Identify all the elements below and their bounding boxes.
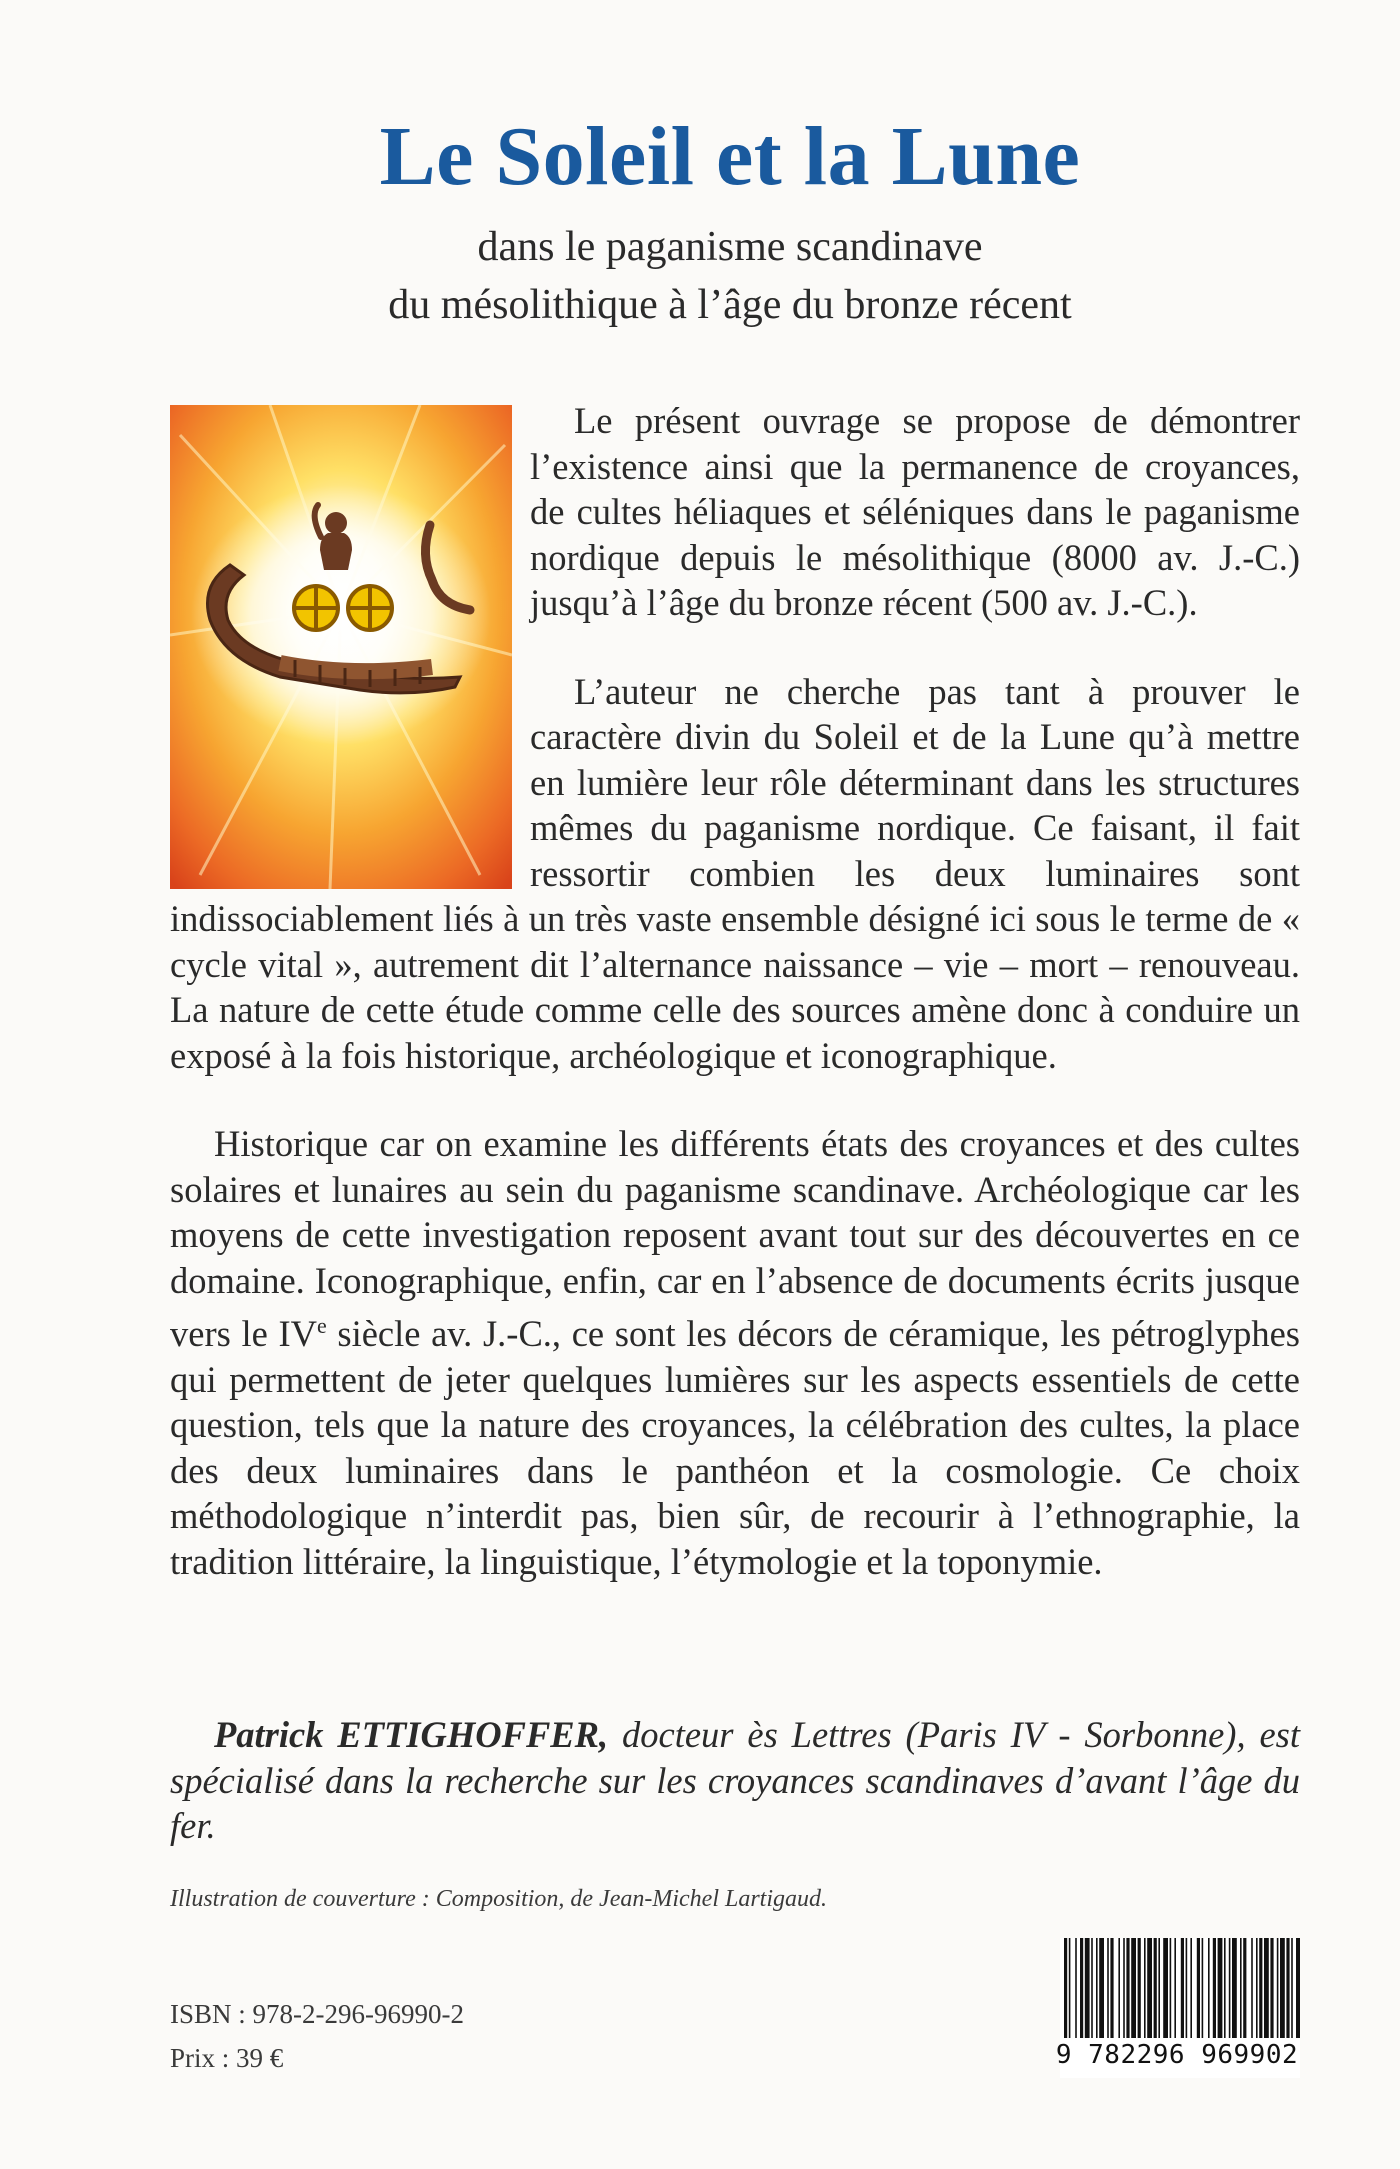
price: Prix : 39 € (170, 2043, 284, 2073)
barcode-bar (1190, 1938, 1192, 2038)
barcode-bar (1069, 1938, 1071, 2038)
barcode-bar (1243, 1938, 1246, 2038)
author-bio (170, 1712, 1300, 1849)
barcode-bar (1091, 1938, 1093, 2038)
barcode-bar (1277, 1938, 1279, 2038)
barcode-bar (1232, 1938, 1237, 2038)
barcode-bar (1107, 1938, 1109, 2038)
barcode-bar (1251, 1938, 1253, 2038)
barcode-bar (1147, 1938, 1152, 2038)
barcode-bar (1096, 1938, 1098, 2038)
barcode-bar (1286, 1938, 1289, 2038)
barcode-bar (1197, 1938, 1200, 2038)
barcode-bar (1181, 1938, 1184, 2038)
summary-text (170, 398, 1300, 1627)
barcode-bar (1118, 1938, 1120, 2038)
superscript-e: e (316, 1313, 327, 1338)
book-subtitle (0, 218, 1400, 334)
barcode-bar (1080, 1938, 1083, 2038)
barcode-bar (1075, 1938, 1077, 2038)
barcode-bar (1224, 1938, 1226, 2038)
barcode-bar (1213, 1938, 1216, 2038)
isbn: ISBN : 978-2-296-96990-2 (170, 1999, 464, 2029)
paragraph-3 (170, 1121, 1300, 1584)
barcode-bar (1064, 1938, 1067, 2038)
barcode-bar (1144, 1938, 1146, 2038)
image-wrap-spacer (170, 398, 530, 896)
barcode-bar (1131, 1938, 1136, 2038)
barcode-bar (1110, 1938, 1113, 2038)
illustration-credit: Illustration de couverture : Composition, de Jean-Michel Lartigaud. (170, 1886, 828, 1912)
subtitle-line-2: du mésolithique à l’âge du bronze récent (388, 282, 1072, 328)
paragraph-3-part-a: Historique car on examine les différents états des croyances et des cultes solaires et lunaires au sein du paganisme scandinave. Archéologique car les moyens de cette investigation reposent avant tout sur des découvertes en ce domaine. Iconographique, enfin, car en l’absence de documents écrits jusque vers le IV (170, 1123, 1300, 1355)
barcode-bar (1280, 1938, 1285, 2038)
paragraph-3-part-b: siècle av. J.-C., ce sont les décors de céramique, les pétroglyphes qui permettent de jeter quelques lumières sur les aspects essentiels de cette question, tels que la nature des croyances, la célébration des cultes, la place des deux luminaires dans le panthéon et la cosmologie. Ce choix méthodologique n’interdit pas, bien sûr, de recourir à l’ethnographie, la tradition littéraire, la linguistique, l’étymologie et la toponymie. (170, 1313, 1300, 1582)
barcode-bar (1170, 1938, 1172, 2038)
barcode-bar (1256, 1938, 1258, 2038)
barcode-bar (1174, 1938, 1176, 2038)
barcode-bar (1264, 1938, 1269, 2038)
barcode-bar (1296, 1938, 1300, 2038)
barcode-bar (1202, 1938, 1204, 2038)
barcode-bars (1060, 1938, 1300, 2038)
paragraph-2: L’auteur ne cherche pas tant à prouver le caractère divin du Soleil et de la Lune qu’à mettre en lumière leur rôle déterminant dans les structures mêmes du paganisme nordique. Ce faisant, il fait ressortir combien les deux luminaires sont indissociablement liés à un très vaste ensemble désigné ici sous le terme de « cycle vital », autrement dit l’alternance naissance – vie – mort – renouveau. La nature de cette étude comme celle des sources amène donc à conduire un exposé à la fois historique, archéologique et iconographique. (170, 670, 1300, 1076)
author-description: docteur ès Lettres (Paris IV - Sorbonne), est spécialisé dans la recherche sur les croyances scandinaves d’avant l’âge du fer. (170, 1714, 1300, 1846)
barcode-bar (1085, 1938, 1090, 2038)
barcode-bar (1270, 1938, 1273, 2038)
barcode-bar (1154, 1938, 1157, 2038)
barcode-bar (1229, 1938, 1231, 2038)
barcode-bar (1138, 1938, 1141, 2038)
barcode-bar (1218, 1938, 1223, 2038)
barcode-bar (1123, 1938, 1125, 2038)
paragraph-1: Le présent ouvrage se propose de démontrer l’existence ainsi que la permanence de croyances, de cultes héliaques et séléniques dans le paganisme nordique depuis le mésolithique (8000 av. J.-C.) jusqu’à l’âge du bronze récent (500 av. J.-C.). (530, 400, 1300, 623)
barcode-bar (1240, 1938, 1242, 2038)
barcode-bar (1291, 1938, 1293, 2038)
barcode-bar (1259, 1938, 1262, 2038)
book-title: Le Soleil et la Lune (379, 110, 1081, 203)
author-name: Patrick ETTIGHOFFER, (214, 1714, 609, 1755)
barcode-digits: 9 782296 969902 (1055, 2040, 1299, 2070)
subtitle-line-1: dans le paganisme scandinave (477, 224, 983, 270)
barcode-bar (1099, 1938, 1104, 2038)
barcode-bar (1126, 1938, 1129, 2038)
barcode-bar (1186, 1938, 1188, 2038)
barcode-bar (1163, 1938, 1168, 2038)
barcode-bar (1208, 1938, 1210, 2038)
barcode-bar (1158, 1938, 1160, 2038)
